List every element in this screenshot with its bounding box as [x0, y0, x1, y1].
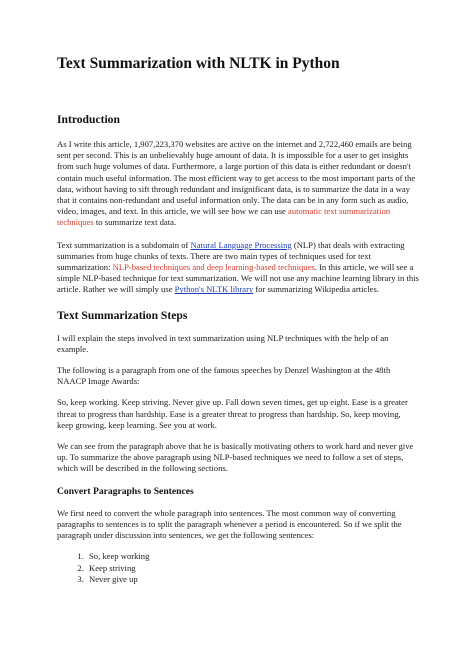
convert-paragraph-1: We first need to convert the whole paragraph into sentences. The most common way of converting paragraphs to sentences is to split the paragraph whenever a period is encountered. So if we split the paragraph under discussion into sentences, we get the following sentences: [57, 507, 402, 541]
steps-paragraph-2: The following is a paragraph from one of the famous speeches by Denzel Washington at the 48th NAACP Image Awards: [57, 365, 391, 387]
heading-introduction: Introduction [57, 113, 120, 126]
heading-convert-paragraphs: Convert Paragraphs to Sentences [57, 485, 194, 497]
document-content [57, 54, 419, 586]
link-python-nltk-library[interactable]: Python's NLTK library [174, 284, 254, 295]
list-item: 1. So, keep working [86, 551, 419, 563]
document-title: Text Summarization with NLTK in Python [57, 55, 340, 72]
intro-p2-c: . In this article, we will see a simple NLP-based technique for text summarization. We will not use any machine learning library in this article. Rather we will simply use [57, 262, 419, 295]
link-natural-language-processing[interactable]: Natural Language Processing [190, 239, 292, 250]
sentence-list [57, 551, 419, 586]
intro-p2-a: Text summarization is a subdomain of [57, 239, 191, 250]
intro-p2-b: (NLP) that deals with extracting summaries from huge chunks of texts. There are two main types of techniques used for text summarization: [57, 239, 405, 273]
speech-quote-paragraph: So, keep working. Keep striving. Never give up. Fall down seven times, get up eight. Ease is a greater threat to progress than hardship. Ease is a greater threat to progress than hardship. So, keep moving, keep growing, keep learning. See you at work. [57, 397, 408, 430]
steps-paragraph-1: I will explain the steps involved in text summarization using NLP techniques with the help of an example. [57, 332, 389, 354]
intro-p1-end: to summarize text data. [93, 217, 177, 228]
list-item: 3. Never give up [86, 574, 419, 586]
intro-p1-text: As I write this article, 1,907,223,370 websites are active on the internet and 2,722,460 emails are being sent per second. This is an unbelievably huge amount of data. It is impossible for a user to get insights from such huge volumes of data. Furthermore, a large portion of this data is either redundant or doesn't contain much useful information. The most efficient way to get access to the most important parts of the data, without having to sift through redundant and insignificant data, is to summarize the data in a way that it contains non-redundant and useful information only. The data can be in any form such as audio, video, images, and text. In this article, we will see how we can use [57, 139, 416, 217]
steps-paragraph-4: We can see from the paragraph above that he is basically motivating others to work hard and never give up. To summarize the above paragraph using NLP-based techniques we need to follow a set of steps, which will be described in the following sections. [57, 441, 414, 474]
intro-p2-d: for summarizing Wikipedia articles. [253, 284, 379, 295]
heading-text-summarization-steps: Text Summarization Steps [57, 308, 188, 322]
intro-p1-red-highlight: automatic text summarization techniques [57, 206, 391, 228]
intro-p2-red-highlight: NLP-based techniques and deep learning-based techniques [112, 262, 315, 273]
intro-paragraph-1 [57, 139, 419, 229]
intro-paragraph-2 [57, 240, 419, 296]
list-item: 2. Keep striving [86, 563, 419, 575]
